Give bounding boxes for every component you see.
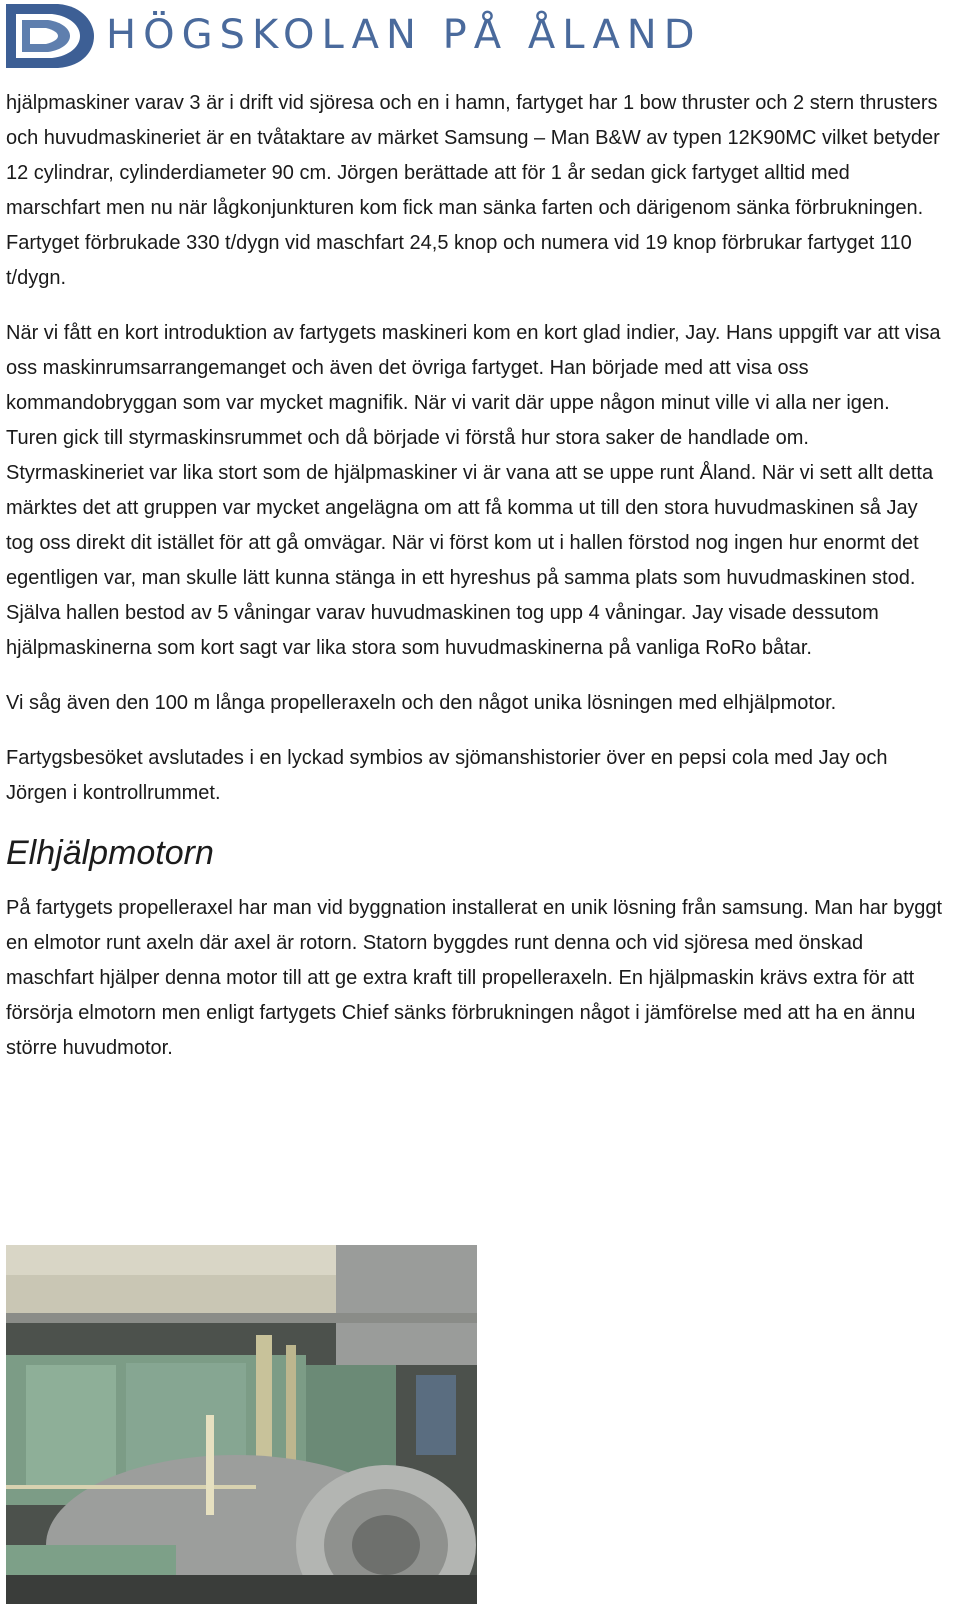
engine-room-image <box>6 1245 477 1604</box>
section-heading: Elhjälpmotorn <box>6 834 214 872</box>
paragraph-4: Fartygsbesöket avslutades i en lyckad symbios av sjömanshistorier över en pepsi cola med Jay och Jörgen i kontrollrummet. <box>6 747 888 804</box>
paragraph-3: Vi såg även den 100 m långa propelleraxeln och den något unika lösningen med elhjälpmotor. <box>6 692 837 714</box>
paragraph-2: När vi fått en kort introduktion av fartygets maskineri kom en kort glad indier, Jay. Hans uppgift var att visa oss maskinrumsarrangemanget och även det övriga fartyget. Han började med att visa oss kommandobryggan som var mycket magnifik. När vi varit där uppe någon minut ville vi alla ner igen. Turen gick till styrmaskinsrummet och då började vi förstå hur stora saker de handlade om. Styrmaskineriet var lika stort som de hjälpmaskiner vi är vana att se uppe runt Åland. När vi sett allt detta märktes det att gruppen var mycket angelägna om att få komma ut till den stora huvudmaskinen så Jay tog oss direkt dit istället för att gå omvägar. När vi först kom ut i hallen förstod nog ingen hur enormt det egentligen var, man skulle lätt kunna stänga in ett hyreshus på samma plats som huvudmaskinen stod. Själva hallen bestod av 5 våningar varav huvudmaskinen tog upp 4 våningar. Jay visade dessutom hjälpmaskinerna som kort sagt var lika stora som huvudmaskinerna på vanliga RoRo båtar. <box>6 322 941 659</box>
school-logo-icon <box>6 2 94 70</box>
paragraph-1: hjälpmaskiner varav 3 är i drift vid sjöresa och en i hamn, fartyget har 1 bow thruster och 2 stern thrusters och huvudmaskineriet är en tvåtaktare av märket Samsung – Man B&W av typen 12K90MC vilket betyder 12 cylindrar, cylinderdiameter 90 cm. Jörgen berättade att för 1 år sedan gick fartyget alltid med marschfart men nu när lågkonjunkturen kom fick man sänka farten och därigenom sänka förbrukningen. Fartyget förbrukade 330 t/dygn vid maschfart 24,5 knop och numera vid 19 knop förbrukar fartyget 110 t/dygn. <box>6 92 940 289</box>
document-body <box>6 86 946 1086</box>
section-paragraph: På fartygets propelleraxel har man vid byggnation installerat en unik lösning från samsung. Man har byggt en elmotor runt axeln där axel är rotorn. Statorn byggdes runt denna och vid sjöresa med önskad maschfart hjälper denna motor till att ge extra kraft till propelleraxeln. En hjälpmaskin krävs extra för att försörja elmotorn men enligt fartygets Chief sänks förbrukningen något i jämförelse med att ha en ännu större huvudmotor. <box>6 897 943 1059</box>
school-name: HÖGSKOLAN PÅ ÅLAND <box>106 12 702 58</box>
page-header <box>0 0 960 80</box>
engine-room-photo <box>6 1245 477 1604</box>
